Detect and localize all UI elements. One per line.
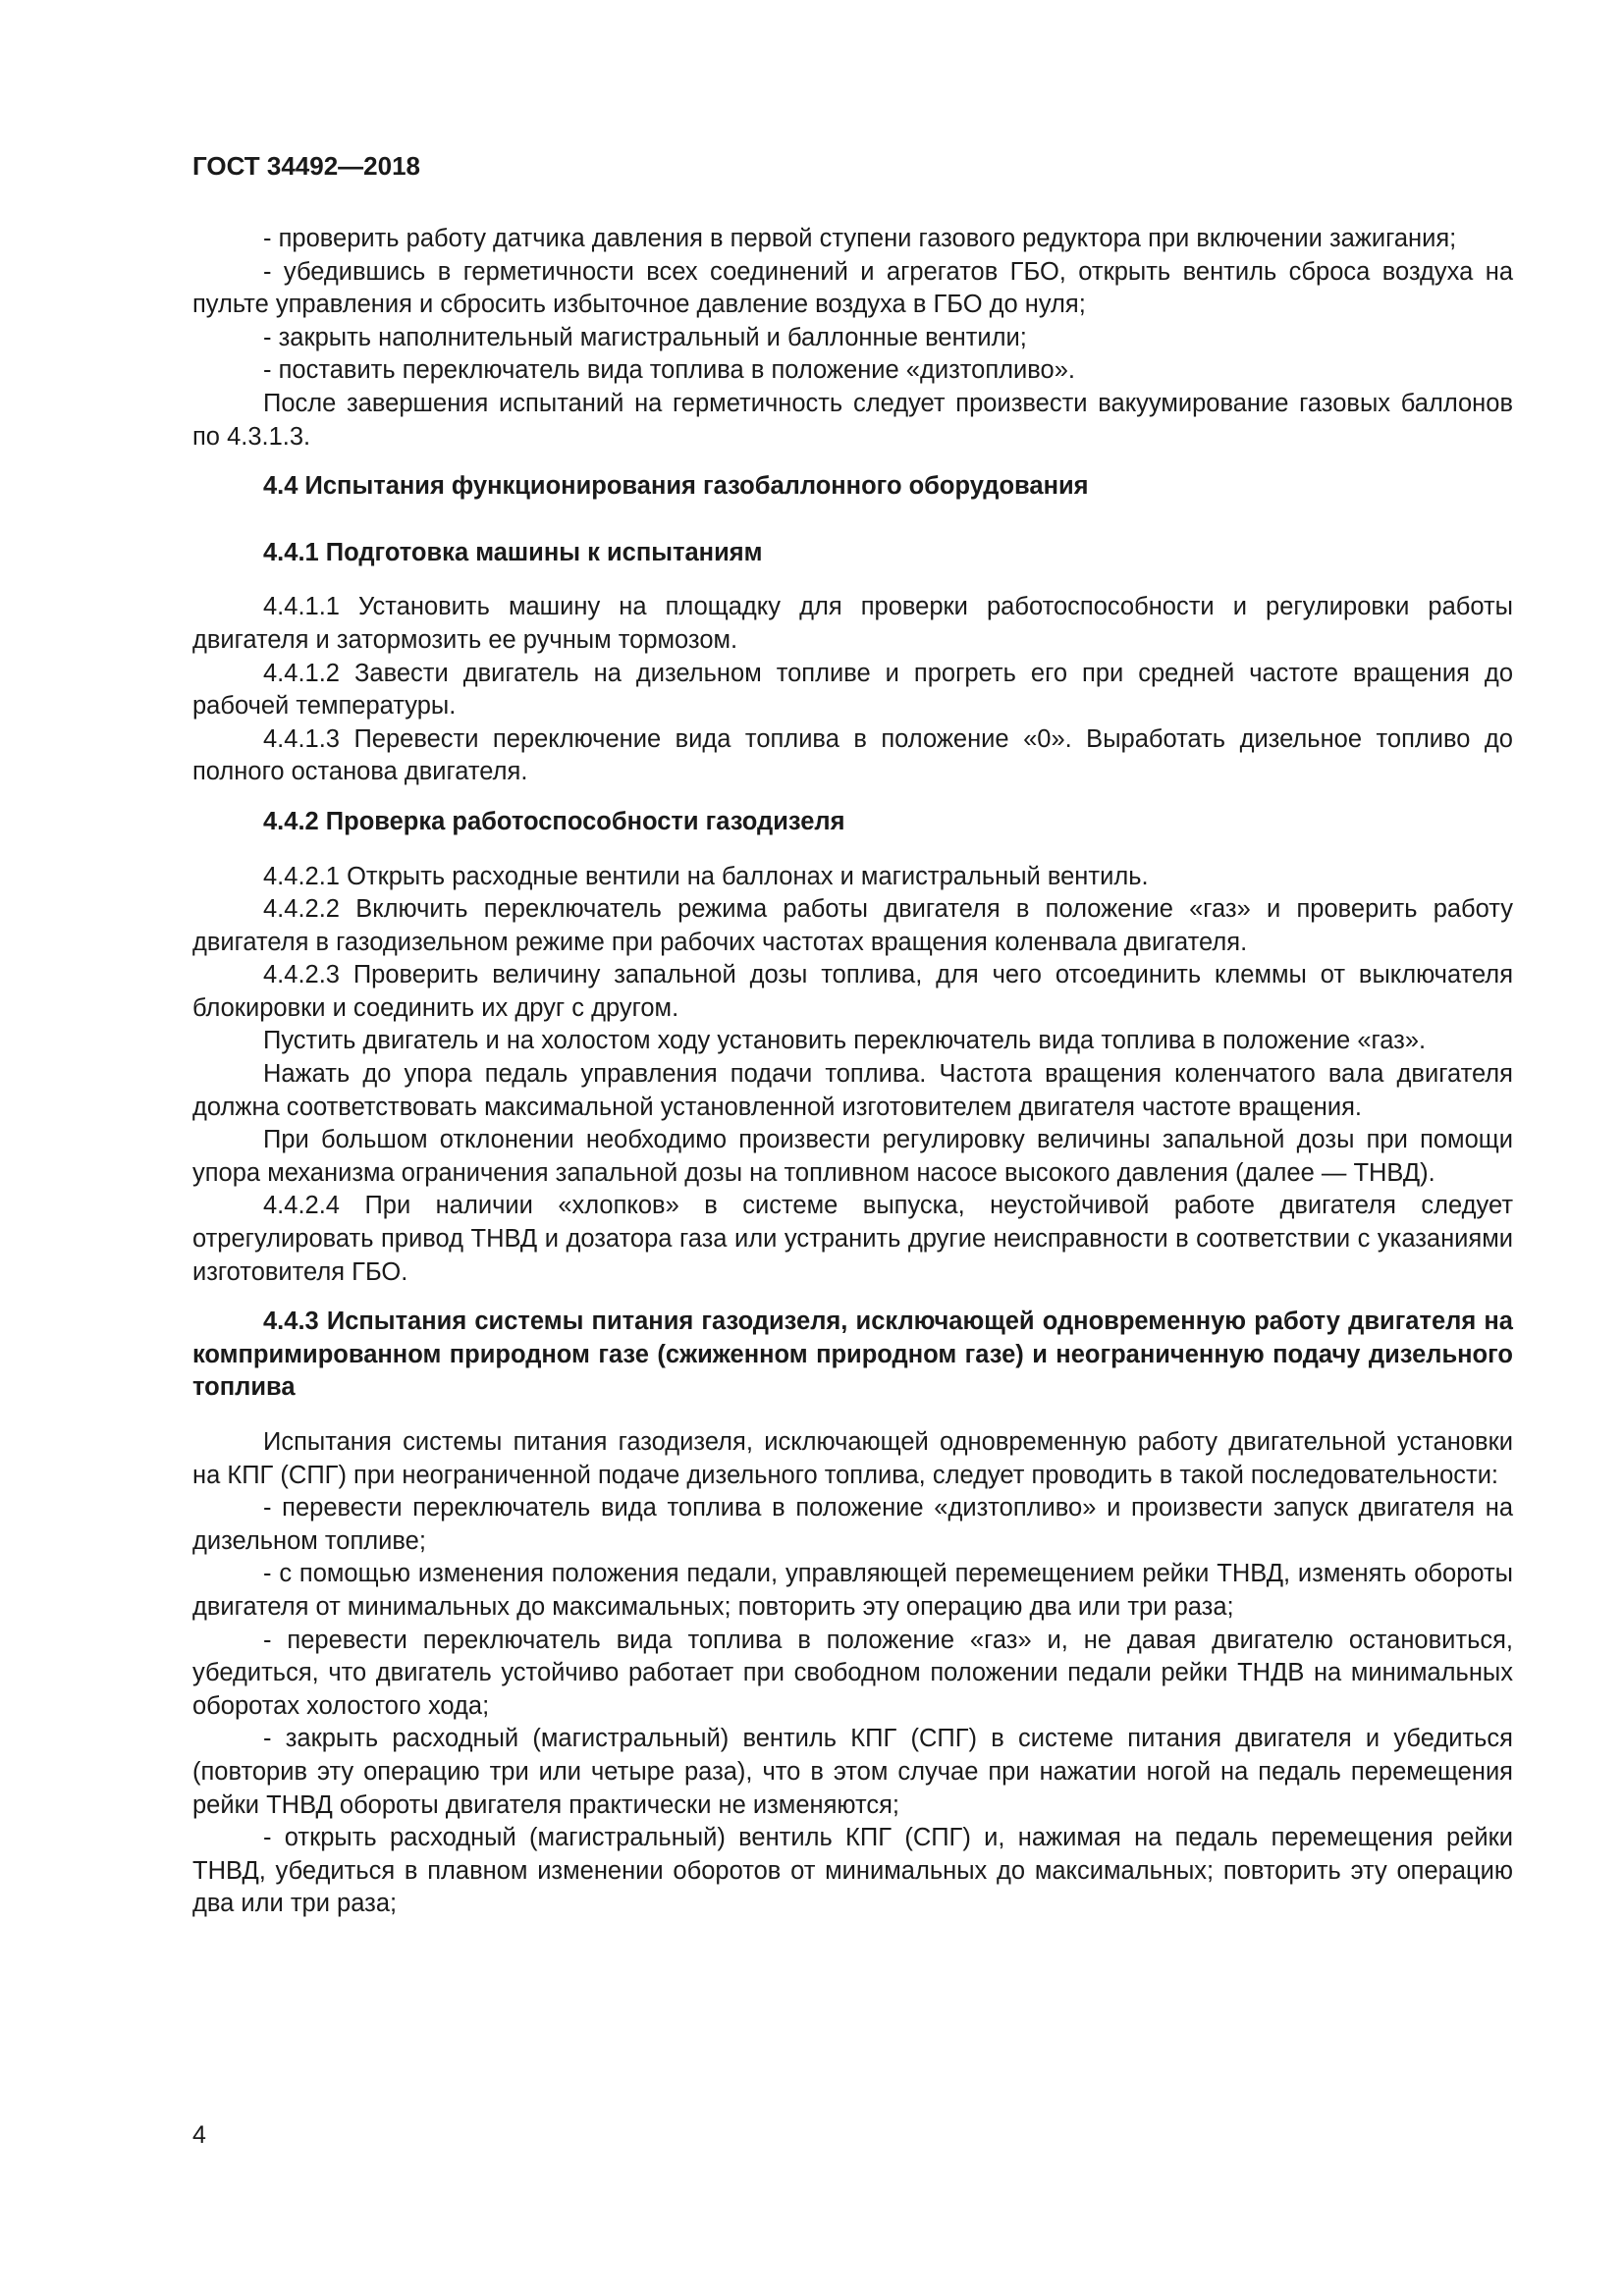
- list-item: - проверить работу датчика давления в первой ступени газового редуктора при включении зажигания;: [263, 225, 1457, 252]
- paragraph: 4.4.2.1 Открыть расходные вентили на баллонах и магистральный вентиль.: [263, 862, 1149, 890]
- paragraph: Нажать до упора педаль управления подачи топлива. Частота вращения коленчатого вала двигателя должна соответствовать максимальной установленной изготовителем двигателя частоте вращения.: [192, 1060, 1513, 1121]
- section-heading: 4.4 Испытания функционирования газобаллонного оборудования: [263, 472, 1089, 501]
- list-item: - открыть расходный (магистральный) вентиль КПГ (СПГ) и, нажимая на педаль перемещения рейки ТНВД, убедиться в плавном изменении оборотов от минимальных до максимальных; повторить эту операцию два или три раза;: [192, 1824, 1513, 1918]
- list-item: - перевести переключатель вида топлива в положение «дизтопливо» и произвести запуск двигателя на дизельном топливе;: [192, 1494, 1513, 1555]
- subsection-heading: 4.4.3 Испытания системы питания газодизеля, исключающей одновременную работу двигателя на компримированном природном газе (сжиженном природном газе) и неограниченную подачу дизельного топлива: [192, 1308, 1513, 1402]
- paragraph: 4.4.1.3 Перевести переключение вида топлива в положение «0». Выработать дизельное топливо до полного останова двигателя.: [192, 724, 1513, 786]
- paragraph: Пустить двигатель и на холостом ходу установить переключатель вида топлива в положение «газ».: [263, 1027, 1427, 1055]
- subsection-heading: 4.4.1 Подготовка машины к испытаниям: [263, 538, 763, 566]
- document-header: ГОСТ 34492—2018: [192, 151, 420, 181]
- paragraph: 4.4.2.3 Проверить величину запальной дозы топлива, для чего отсоединить клеммы от выключателя блокировки и соединить их друг с другом.: [192, 961, 1513, 1022]
- list-item: - поставить переключатель вида топлива в положение «дизтопливо».: [263, 356, 1075, 385]
- list-item: - закрыть расходный (магистральный) вентиль КПГ (СПГ) в системе питания двигателя и убедиться (повторив эту операцию три или четыре раза), что в этом случае при нажатии ногой на педаль перемещения рейки ТНВД обороты двигателя практически не изменяются;: [192, 1725, 1513, 1819]
- page-number: 4: [192, 2121, 206, 2149]
- list-item: - закрыть наполнительный магистральный и баллонные вентили;: [263, 323, 1027, 351]
- list-item: - убедившись в герметичности всех соединений и агрегатов ГБО, открыть вентиль сброса воздуха на пульте управления и сбросить избыточное давление воздуха в ГБО до нуля;: [192, 257, 1513, 319]
- list-item: - перевести переключатель вида топлива в положение «газ» и, не давая двигателю остановиться, убедиться, что двигатель устойчиво работает при свободном положении педали рейки ТНДВ на минимальных оборотах холостого хода;: [192, 1626, 1513, 1720]
- subsection-heading: 4.4.2 Проверка работоспособности газодизеля: [263, 807, 845, 835]
- paragraph: 4.4.2.2 Включить переключатель режима работы двигателя в положение «газ» и проверить работу двигателя в газодизельном режиме при рабочих частотах вращения коленвала двигателя.: [192, 895, 1513, 956]
- paragraph: 4.4.2.4 При наличии «хлопков» в системе выпуска, неустойчивой работе двигателя следует отрегулировать привод ТНВД и дозатора газа или устранить другие неисправности в соответствии с указаниями изготовителя ГБО.: [192, 1192, 1513, 1286]
- paragraph: 4.4.1.2 Завести двигатель на дизельном топливе и прогреть его при средней частоте вращения до рабочей температуры.: [192, 659, 1513, 721]
- list-item: - с помощью изменения положения педали, управляющей перемещением рейки ТНВД, изменять обороты двигателя от минимальных до максимальных; повторить эту операцию два или три раза;: [192, 1560, 1513, 1621]
- paragraph: После завершения испытаний на герметичность следует произвести вакуумирование газовых баллонов по 4.3.1.3.: [192, 389, 1513, 451]
- paragraph: Испытания системы питания газодизеля, исключающей одновременную работу двигательной установки на КПГ (СПГ) при неограниченной подаче дизельного топлива, следует проводить в такой последовательности:: [192, 1428, 1513, 1489]
- paragraph: 4.4.1.1 Установить машину на площадку для проверки работоспособности и регулировки работы двигателя и затормозить ее ручным тормозом.: [192, 593, 1513, 654]
- paragraph: При большом отклонении необходимо произвести регулировку величины запальной дозы при помощи упора механизма ограничения запальной дозы на топливном насосе высокого давления (далее — ТНВД).: [192, 1126, 1513, 1187]
- document-body: [192, 223, 1513, 1921]
